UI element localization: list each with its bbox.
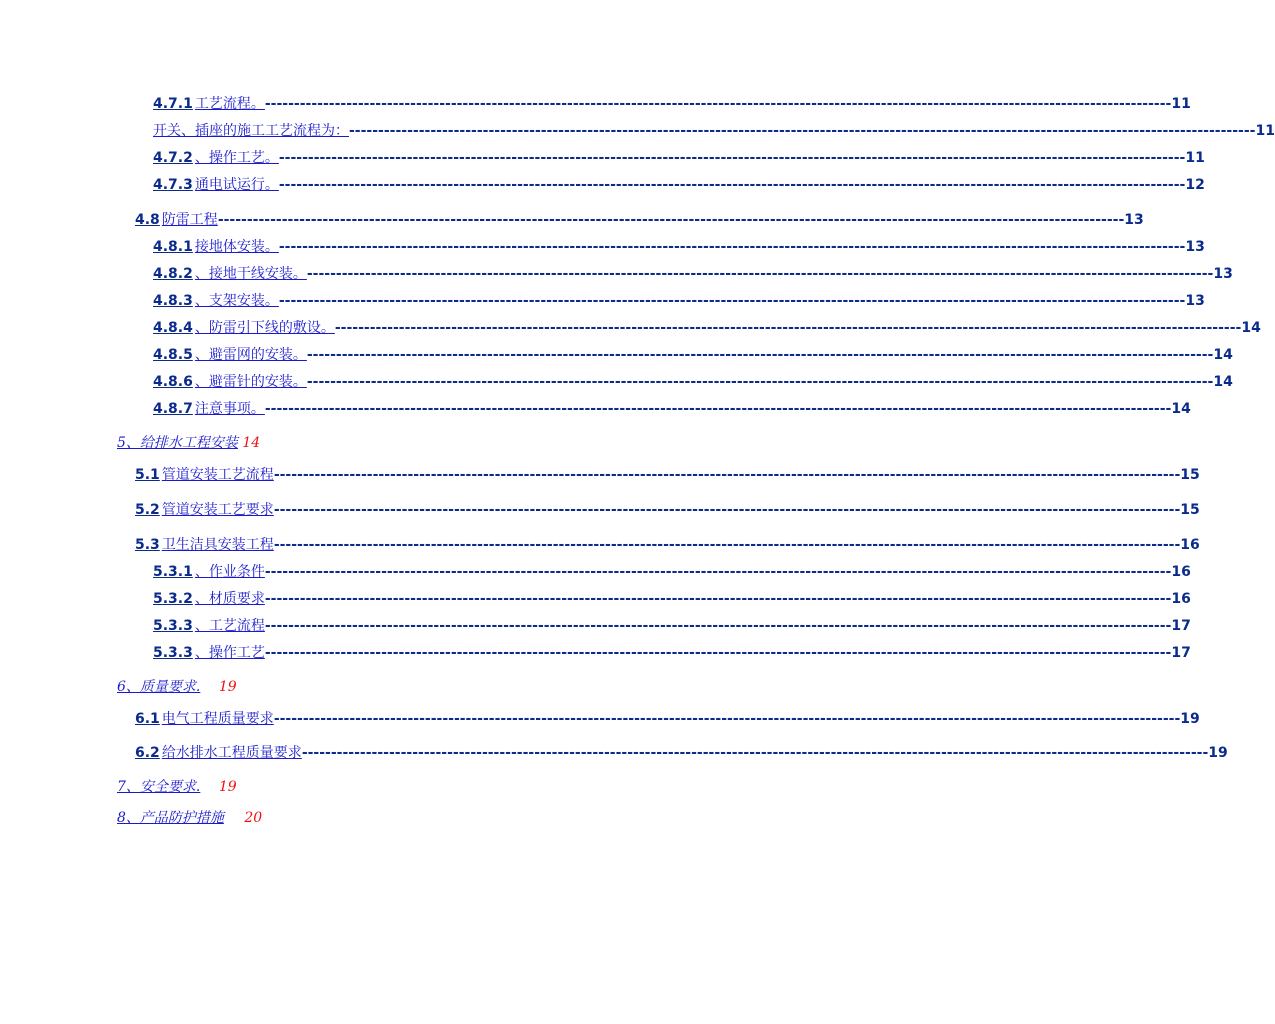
toc-leader: ------------------------------------------------------------------------------------------------------------------------------------------------------------ xyxy=(278,150,1186,166)
toc-entry-title[interactable]: 、接地干线安装。 xyxy=(194,266,307,282)
toc-entry-number[interactable]: 6.1 xyxy=(135,711,160,727)
toc-entry-page[interactable]: 14 xyxy=(1171,401,1191,417)
toc-entry-page[interactable]: 11 xyxy=(1185,150,1205,166)
toc-entry-title[interactable]: 、避雷网的安装。 xyxy=(194,347,307,363)
toc-entry[interactable] xyxy=(135,742,1228,762)
toc-entry-page[interactable]: 13 xyxy=(1185,293,1205,309)
toc-entry[interactable] xyxy=(153,263,1233,283)
toc-entry-title[interactable]: 卫生洁具安装工程 xyxy=(161,537,274,553)
toc-entry-page[interactable]: 14 xyxy=(1213,374,1233,390)
toc-entry[interactable] xyxy=(153,236,1205,256)
toc-entry-number[interactable]: 5.3 xyxy=(135,537,160,553)
toc-entry-title[interactable]: 、操作工艺。 xyxy=(194,150,279,166)
toc-entry[interactable] xyxy=(153,642,1191,662)
toc-entry-number[interactable]: 4.8.2 xyxy=(153,266,193,282)
toc-entry-title[interactable]: 、作业条件 xyxy=(194,564,265,580)
toc-entry[interactable] xyxy=(153,615,1191,635)
toc-leader: ------------------------------------------------------------------------------------------------------------------------------------------------------------ xyxy=(264,401,1172,417)
toc-entry-number[interactable]: 5.3.2 xyxy=(153,591,193,607)
toc-chapter-title[interactable]: 5、给排水工程安装 xyxy=(117,435,238,451)
toc-entry[interactable] xyxy=(135,499,1200,519)
toc-chapter-page[interactable]: 19 xyxy=(218,679,237,695)
toc-entry-title[interactable]: 管道安装工艺流程 xyxy=(161,467,274,483)
toc-entry-page[interactable]: 16 xyxy=(1180,537,1200,553)
toc-leader: ------------------------------------------------------------------------------------------------------------------------------------------------------------ xyxy=(217,212,1125,228)
toc-leader: ------------------------------------------------------------------------------------------------------------------------------------------------------------ xyxy=(306,347,1214,363)
toc-entry[interactable] xyxy=(153,93,1191,113)
toc-entry-page[interactable]: 14 xyxy=(1213,347,1233,363)
toc-entry[interactable] xyxy=(153,588,1191,608)
toc-entry-page[interactable]: 19 xyxy=(1180,711,1200,727)
toc-entry-number[interactable]: 4.7.2 xyxy=(153,150,193,166)
toc-entry[interactable] xyxy=(153,561,1191,581)
toc-entry-page[interactable]: 15 xyxy=(1180,502,1200,518)
toc-leader: ------------------------------------------------------------------------------------------------------------------------------------------------------------ xyxy=(273,467,1181,483)
toc-entry-title[interactable]: 注意事项。 xyxy=(194,401,265,417)
toc-entry-page[interactable]: 13 xyxy=(1185,239,1205,255)
toc-entry-number[interactable]: 5.3.3 xyxy=(153,645,193,661)
toc-entry-page[interactable]: 12 xyxy=(1185,177,1205,193)
toc-entry-page[interactable]: 17 xyxy=(1171,618,1191,634)
toc-entry[interactable] xyxy=(153,290,1205,310)
toc-chapter-title[interactable]: 7、安全要求. xyxy=(117,779,201,795)
toc-entry-page[interactable]: 19 xyxy=(1208,745,1228,761)
toc-chapter-page[interactable]: 14 xyxy=(242,435,261,451)
toc-entry-page[interactable]: 16 xyxy=(1171,591,1191,607)
toc-leader: ------------------------------------------------------------------------------------------------------------------------------------------------------------ xyxy=(264,591,1172,607)
toc-entry-number[interactable]: 4.8.5 xyxy=(153,347,193,363)
toc-entry-number[interactable]: 4.8.1 xyxy=(153,239,193,255)
toc-leader: ------------------------------------------------------------------------------------------------------------------------------------------------------------ xyxy=(334,320,1242,336)
toc-chapter[interactable] xyxy=(117,676,237,696)
toc-entry[interactable] xyxy=(135,464,1200,484)
toc-entry-title[interactable]: 、材质要求 xyxy=(194,591,265,607)
toc-chapter-title[interactable]: 8、产品防护措施 xyxy=(117,810,224,826)
toc-leader: ------------------------------------------------------------------------------------------------------------------------------------------------------------ xyxy=(278,293,1186,309)
toc-entry-title[interactable]: 管道安装工艺要求 xyxy=(161,502,274,518)
toc-entry-title[interactable]: 、防雷引下线的敷设。 xyxy=(194,320,335,336)
toc-leader: ------------------------------------------------------------------------------------------------------------------------------------------------------------ xyxy=(273,537,1181,553)
toc-entry-number[interactable]: 6.2 xyxy=(135,745,160,761)
toc-leader: ------------------------------------------------------------------------------------------------------------------------------------------------------------ xyxy=(264,564,1172,580)
toc-leader: ------------------------------------------------------------------------------------------------------------------------------------------------------------ xyxy=(349,123,1256,139)
toc-leader: ------------------------------------------------------------------------------------------------------------------------------------------------------------ xyxy=(264,645,1172,661)
toc-entry[interactable] xyxy=(153,344,1233,364)
toc-chapter[interactable] xyxy=(117,776,237,796)
toc-leader: ------------------------------------------------------------------------------------------------------------------------------------------------------------ xyxy=(278,239,1186,255)
toc-leader: ------------------------------------------------------------------------------------------------------------------------------------------------------------ xyxy=(278,177,1186,193)
toc-entry-number[interactable]: 4.7.3 xyxy=(153,177,193,193)
toc-entry-title[interactable]: 、工艺流程 xyxy=(194,618,265,634)
toc-entry[interactable] xyxy=(153,174,1205,194)
toc-entry-number[interactable]: 4.8 xyxy=(135,212,160,228)
toc-leader: ------------------------------------------------------------------------------------------------------------------------------------------------------------ xyxy=(273,502,1181,518)
toc-entry-number[interactable]: 4.8.6 xyxy=(153,374,193,390)
toc-leader: ------------------------------------------------------------------------------------------------------------------------------------------------------------ xyxy=(273,711,1181,727)
toc-entry-page[interactable]: 15 xyxy=(1180,467,1200,483)
toc-entry[interactable] xyxy=(153,398,1191,418)
toc-entry-title[interactable]: 开关、插座的施工工艺流程为： xyxy=(153,123,349,139)
toc-entry-page[interactable]: 13 xyxy=(1124,212,1144,228)
toc-entry[interactable] xyxy=(153,120,1275,140)
toc-chapter[interactable] xyxy=(117,807,262,827)
toc-leader: ------------------------------------------------------------------------------------------------------------------------------------------------------------ xyxy=(264,96,1172,112)
toc-entry-number[interactable]: 5.1 xyxy=(135,467,160,483)
toc-entry[interactable] xyxy=(153,147,1205,167)
toc-entry-number[interactable]: 5.3.1 xyxy=(153,564,193,580)
toc-entry-title[interactable]: 、避雷针的安装。 xyxy=(194,374,307,390)
toc-entry[interactable] xyxy=(153,317,1261,337)
toc-entry-title[interactable]: 、支架安装。 xyxy=(194,293,279,309)
toc-entry[interactable] xyxy=(135,209,1144,229)
toc-entry-number[interactable]: 5.2 xyxy=(135,502,160,518)
toc-entry-title[interactable]: 工艺流程。 xyxy=(194,96,265,112)
toc-chapter-page[interactable]: 19 xyxy=(218,779,237,795)
toc-leader: ------------------------------------------------------------------------------------------------------------------------------------------------------------ xyxy=(264,618,1172,634)
toc-entry-title[interactable]: 通电试运行。 xyxy=(194,177,279,193)
toc-entry-title[interactable]: 、操作工艺 xyxy=(194,645,265,661)
toc-entry-number[interactable]: 4.8.7 xyxy=(153,401,193,417)
toc-entry-number[interactable]: 5.3.3 xyxy=(153,618,193,634)
toc-entry[interactable] xyxy=(153,371,1233,391)
toc-entry-page[interactable]: 14 xyxy=(1241,320,1261,336)
toc-chapter[interactable] xyxy=(117,432,260,452)
toc-leader: ------------------------------------------------------------------------------------------------------------------------------------------------------------ xyxy=(301,745,1209,761)
toc-entry[interactable] xyxy=(135,708,1200,728)
toc-entry-title[interactable]: 接地体安装。 xyxy=(194,239,279,255)
toc-entry-page[interactable]: 11 xyxy=(1255,123,1275,139)
toc-chapter-title[interactable]: 6、质量要求. xyxy=(117,679,201,695)
toc-entry-title[interactable]: 电气工程质量要求 xyxy=(161,711,274,727)
toc-entry-number[interactable]: 4.8.3 xyxy=(153,293,193,309)
toc-leader: ------------------------------------------------------------------------------------------------------------------------------------------------------------ xyxy=(306,266,1214,282)
toc-entry-page[interactable]: 11 xyxy=(1171,96,1191,112)
toc-entry-number[interactable]: 4.8.4 xyxy=(153,320,193,336)
toc-entry-title[interactable]: 给水排水工程质量要求 xyxy=(161,745,302,761)
toc-entry-page[interactable]: 17 xyxy=(1171,645,1191,661)
toc-entry-page[interactable]: 13 xyxy=(1213,266,1233,282)
toc-chapter-page[interactable]: 20 xyxy=(244,810,263,826)
toc-entry-number[interactable]: 4.7.1 xyxy=(153,96,193,112)
toc-entry[interactable] xyxy=(135,534,1200,554)
toc-entry-title[interactable]: 防雷工程 xyxy=(161,212,218,228)
toc-entry-page[interactable]: 16 xyxy=(1171,564,1191,580)
toc-leader: ------------------------------------------------------------------------------------------------------------------------------------------------------------ xyxy=(306,374,1214,390)
